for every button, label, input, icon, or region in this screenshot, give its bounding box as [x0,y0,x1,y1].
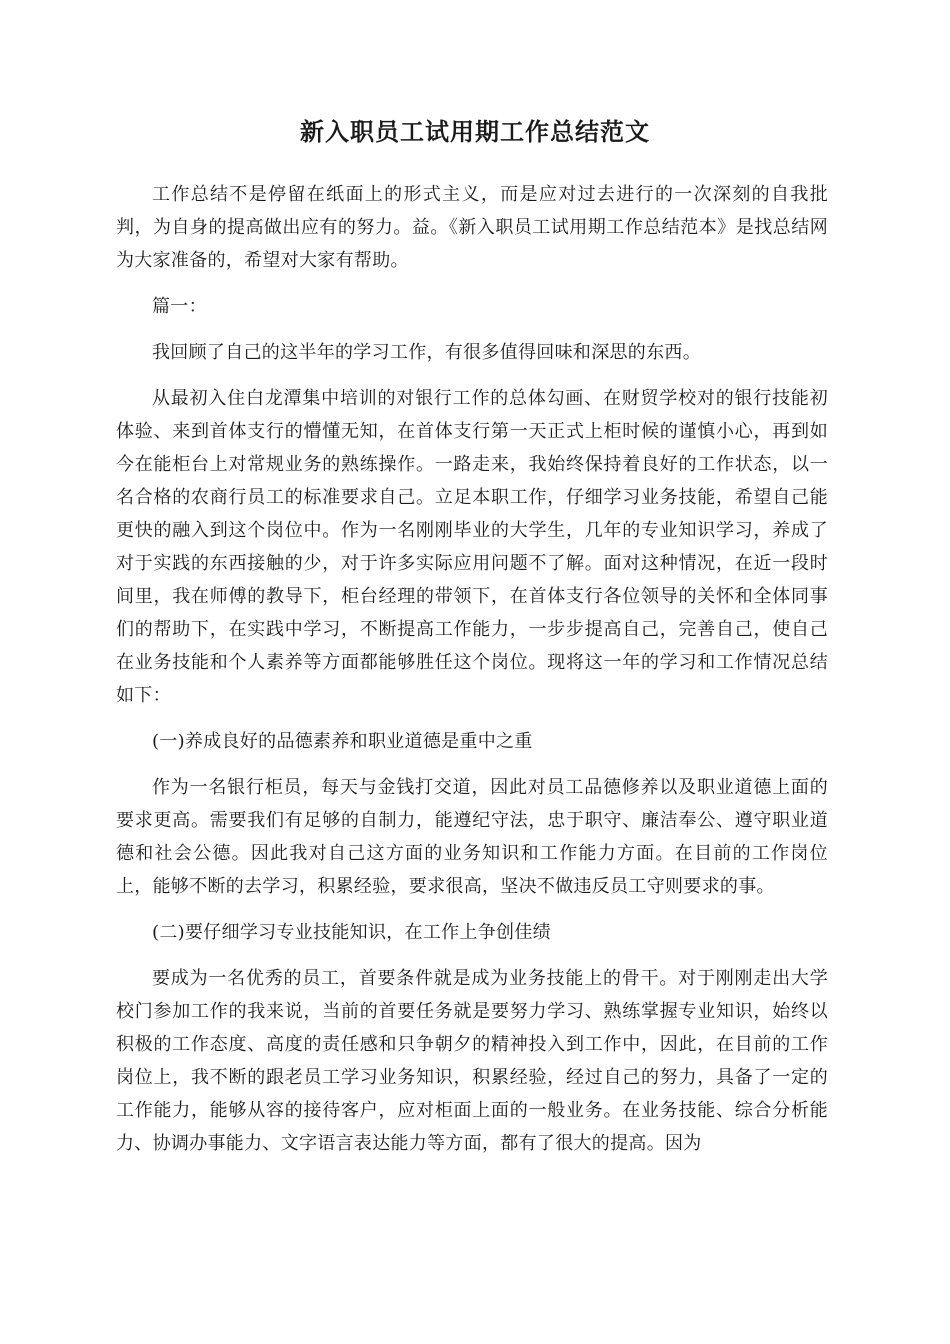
body-paragraph: 要成为一名优秀的员工，首要条件就是成为业务技能上的骨干。对于刚刚走出大学校门参加工作的我来说，当前的首要任务就是要努力学习、熟练掌握专业知识，始终以积极的工作态度、高度的责任感和只争朝夕的精神投入到工作中，因此，在目前的工作岗位上，我不断的跟老员工学习业务知识，积累经验，经过自己的努力，具备了一定的工作能力，能够从容的接待客户，应对柜面上面的一般业务。在业务技能、综合分析能力、协调办事能力、文字语言表达能力等方面，都有了很大的提高。因为 [116,968,828,1154]
intro-paragraph: 工作总结不是停留在纸面上的形式主义，而是应对过去进行的一次深刻的自我批判，为自身的提高做出应有的努力。益。《新入职员工试用期工作总结范本》是找总结网为大家准备的，希望对大家有帮助。 [116,184,828,271]
section-label: 篇一： [152,296,207,317]
document-title: 新入职员工试用期工作总结范文 [300,117,650,146]
opening-paragraph: 我回顾了自己的这半年的学习工作，有很多值得回味和深思的东西。 [152,342,701,363]
section-heading-1: (一)养成良好的品德素养和职业道德是重中之重 [152,731,533,752]
section-heading-2: (二)要仔细学习专业技能知识，在工作上争创佳绩 [152,922,551,943]
document-body [116,178,828,1173]
body-paragraph: 从最初入住白龙潭集中培训的对银行工作的总体勾画、在财贸学校对的银行技能初体验、来到首体支行的懵懂无知，在首体支行第一天正式上柜时候的谨慎小心，再到如今在能柜台上对常规业务的熟练操作。一路走来，我始终保持着良好的工作状态，以一名合格的农商行员工的标准要求自己。立足本职工作，仔细学习业务技能，希望自己能更快的融入到这个岗位中。作为一名刚刚毕业的大学生，几年的专业知识学习，养成了对于实践的东西接触的少，对于许多实际应用问题不了解。面对这种情况，在近一段时间里，我在师傅的教导下，柜台经理的带领下，在首体支行各位领导的关怀和全体同事们的帮助下，在实践中学习，不断提高工作能力，一步步提高自己，完善自己，使自己在业务技能和个人素养等方面都能够胜任这个岗位。现将这一年的学习和工作情况总结如下： [116,388,828,706]
body-paragraph: 作为一名银行柜员，每天与金钱打交道，因此对员工品德修养以及职业道德上面的要求更高。需要我们有足够的自制力，能遵纪守法，忠于职守、廉洁奉公、遵守职业道德和社会公德。因此我对自己这方面的业务知识和工作能力方面。在目前的工作岗位上，能够不断的去学习，积累经验，要求很高，坚决不做违反员工守则要求的事。 [116,777,828,897]
